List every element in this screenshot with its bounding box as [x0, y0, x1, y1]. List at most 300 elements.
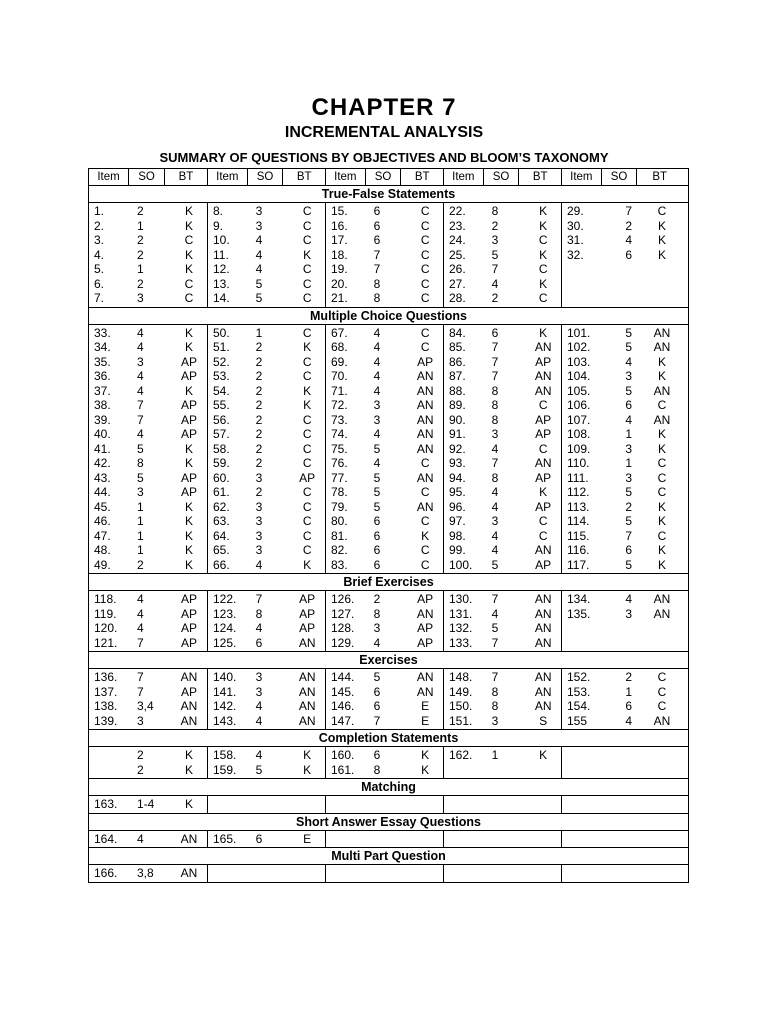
- table-row: [89, 832, 207, 847]
- study-objective: 7: [137, 412, 144, 427]
- table-row: [89, 204, 207, 219]
- blooms-level: C: [302, 485, 312, 499]
- blooms-level: AN: [180, 713, 198, 728]
- study-objective: 8: [491, 383, 499, 398]
- table-row: [89, 866, 207, 881]
- item-number: 36.: [94, 369, 111, 383]
- blooms-level: K: [184, 499, 193, 514]
- item-number: 77.: [331, 470, 348, 485]
- study-objective: 3,8: [137, 866, 154, 880]
- blooms-level: AN: [534, 383, 552, 398]
- study-objective: 6: [373, 684, 381, 699]
- study-objective: 3: [137, 354, 144, 369]
- blooms-level: K: [184, 456, 193, 470]
- blooms-level: C: [302, 369, 312, 383]
- item-number: 93.: [449, 456, 466, 470]
- item-number: 139.: [94, 713, 118, 728]
- blooms-level: K: [184, 528, 193, 543]
- study-objective: 2: [255, 340, 263, 354]
- study-objective: 7: [491, 456, 499, 470]
- table-row: [89, 233, 207, 248]
- study-objective: 4: [137, 383, 144, 398]
- table-row: [208, 607, 325, 622]
- table-row: [326, 340, 443, 355]
- study-objective: 6: [625, 699, 632, 713]
- study-objective: 7: [255, 592, 263, 606]
- study-objective: 5: [373, 485, 381, 499]
- table-heading: SUMMARY OF QUESTIONS BY OBJECTIVES AND BLOOM’S TAXONOMY: [159, 150, 609, 165]
- column-header-bt: BT: [178, 171, 194, 183]
- column-header-so: SO: [248, 169, 284, 185]
- table-row: [208, 204, 325, 219]
- item-number: 44.: [94, 485, 111, 499]
- study-objective: 7: [373, 247, 381, 262]
- study-objective: 4: [625, 592, 632, 606]
- item-number: 37.: [94, 383, 111, 398]
- blooms-level: C: [657, 456, 667, 470]
- item-number: 27.: [449, 276, 466, 291]
- table-row: [89, 763, 207, 778]
- blooms-level: K: [184, 797, 193, 811]
- study-objective: 1: [625, 684, 632, 699]
- table-row: [326, 442, 443, 457]
- item-number: 147.: [331, 713, 355, 728]
- table-row: [89, 558, 207, 573]
- column-header-so: SO: [129, 169, 165, 185]
- study-objective: 6: [373, 514, 381, 528]
- study-objective: 5: [255, 762, 263, 777]
- entry-column: [443, 796, 561, 813]
- blooms-level: C: [420, 276, 430, 291]
- table-row: [208, 413, 325, 428]
- blooms-level: K: [184, 340, 193, 354]
- study-objective: 8: [255, 606, 263, 621]
- entry-column: [561, 796, 682, 813]
- entry-column: [443, 831, 561, 848]
- table-row: [562, 485, 682, 500]
- study-objective: 4: [625, 233, 632, 247]
- table-row: [562, 514, 682, 529]
- table-row: [562, 607, 682, 622]
- item-number: 29.: [567, 204, 584, 218]
- header-group: [89, 169, 207, 185]
- blooms-level: AN: [534, 456, 552, 470]
- blooms-level: AP: [180, 684, 197, 699]
- study-objective: 6: [373, 528, 381, 543]
- blooms-level: K: [421, 748, 430, 762]
- item-number: 71.: [331, 383, 348, 398]
- study-objective: 7: [625, 528, 632, 543]
- entry-column: [207, 747, 325, 778]
- item-number: 142.: [213, 699, 237, 713]
- study-objective: 2: [491, 291, 499, 305]
- header-group: [207, 169, 325, 185]
- blooms-level: AP: [180, 369, 197, 383]
- column-header-so: SO: [366, 169, 402, 185]
- study-objective: 3: [625, 441, 632, 456]
- table-row: [208, 592, 325, 607]
- study-objective: 1: [137, 218, 144, 233]
- item-number: 96.: [449, 499, 466, 514]
- item-number: 149.: [449, 684, 473, 699]
- table-row: [562, 442, 682, 457]
- blooms-level: C: [302, 499, 312, 514]
- study-objective: 4: [137, 592, 144, 606]
- table-row: [326, 685, 443, 700]
- table-row: [444, 685, 561, 700]
- item-number: 30.: [567, 218, 584, 233]
- item-number: 128.: [331, 621, 355, 635]
- study-objective: 3,4: [137, 699, 154, 713]
- blooms-level: K: [539, 276, 548, 291]
- entry-column: [561, 747, 682, 778]
- item-number: [89, 748, 129, 763]
- blooms-level: AP: [299, 592, 316, 606]
- table-row: [89, 384, 207, 399]
- blooms-level: K: [303, 383, 312, 398]
- item-number: 24.: [449, 233, 466, 247]
- study-objective: 3: [137, 713, 144, 728]
- item-number: 76.: [331, 456, 348, 470]
- entry-column: [443, 865, 561, 882]
- item-number: 55.: [213, 398, 230, 412]
- blooms-level: AN: [534, 635, 552, 650]
- item-number: 94.: [449, 470, 466, 485]
- item-number: 118.: [94, 592, 117, 606]
- table-row: [444, 670, 561, 685]
- item-number: [89, 763, 129, 778]
- blooms-level: AP: [535, 412, 552, 427]
- entry-column: [561, 203, 682, 307]
- study-objective: 1: [255, 325, 263, 340]
- item-number: 159.: [213, 762, 237, 777]
- item-number: 165.: [213, 831, 237, 846]
- study-objective: 5: [491, 621, 499, 635]
- item-number: 116.: [567, 543, 590, 557]
- study-objective: 2: [625, 218, 632, 233]
- table-row: [208, 543, 325, 558]
- table-row: [208, 369, 325, 384]
- study-objective: 7: [625, 204, 632, 218]
- item-number: 160.: [331, 748, 355, 762]
- blooms-level: C: [302, 456, 312, 470]
- table-row: [444, 219, 561, 234]
- item-number: 136.: [94, 670, 118, 684]
- study-objective: 8: [373, 762, 381, 777]
- blooms-level: K: [657, 218, 666, 233]
- study-objective: 3: [255, 514, 263, 528]
- item-number: 158.: [213, 748, 237, 762]
- item-number: 32.: [567, 247, 584, 262]
- entry-column: [89, 203, 207, 307]
- table-row: [89, 413, 207, 428]
- table-row: [326, 427, 443, 442]
- item-number: 54.: [213, 383, 230, 398]
- study-objective: 5: [255, 276, 263, 291]
- entry-column: [89, 669, 207, 729]
- blooms-level: AN: [416, 470, 434, 485]
- blooms-level: C: [420, 557, 430, 572]
- study-objective: 8: [491, 684, 499, 699]
- item-number: 97.: [449, 514, 466, 528]
- table-row: [326, 592, 443, 607]
- study-objective: 4: [255, 699, 263, 713]
- table-row: [444, 248, 561, 263]
- column-header-item: Item: [208, 169, 248, 185]
- study-objective: 1: [137, 543, 144, 557]
- blooms-level: C: [420, 485, 430, 499]
- item-number: 84.: [449, 325, 466, 340]
- blooms-level: AP: [535, 354, 552, 369]
- study-objective: 3: [137, 291, 144, 305]
- item-number: 162.: [449, 748, 473, 762]
- item-number: 82.: [331, 543, 348, 557]
- study-objective: 3: [255, 218, 263, 233]
- table-row: [208, 714, 325, 729]
- blooms-level: K: [303, 557, 312, 572]
- blooms-level: AP: [299, 470, 316, 485]
- blooms-level: C: [538, 233, 548, 247]
- blooms-level: C: [302, 276, 312, 291]
- table-row: [562, 369, 682, 384]
- table-row: [208, 456, 325, 471]
- item-number: 151.: [449, 713, 473, 728]
- blooms-level: K: [657, 499, 666, 514]
- table-row: [326, 204, 443, 219]
- item-number: 141.: [213, 684, 237, 699]
- blooms-level: AN: [416, 684, 434, 699]
- item-number: 48.: [94, 543, 111, 557]
- item-number: 129.: [331, 635, 355, 650]
- table-row: [444, 413, 561, 428]
- entry-column: [89, 796, 207, 813]
- study-objective: 3: [255, 543, 263, 557]
- table-row: [208, 262, 325, 277]
- table-row: [89, 699, 207, 714]
- study-objective: 4: [373, 369, 381, 383]
- table-row: [208, 471, 325, 486]
- item-number: 115.: [567, 528, 590, 543]
- blooms-level: AP: [417, 635, 434, 650]
- section-title: Multiple Choice Questions: [89, 308, 688, 325]
- table-row: [326, 699, 443, 714]
- table-row: [89, 248, 207, 263]
- blooms-level: AP: [180, 427, 197, 441]
- blooms-level: AN: [416, 427, 434, 441]
- item-number: 38.: [94, 398, 111, 412]
- study-objective: 2: [255, 354, 263, 369]
- study-objective: 3: [625, 470, 632, 485]
- blooms-level: AN: [534, 606, 552, 621]
- item-number: 145.: [331, 684, 355, 699]
- study-objective: 2: [625, 499, 632, 514]
- study-objective: 5: [625, 340, 632, 354]
- blooms-level: K: [184, 262, 193, 276]
- study-objective: 7: [491, 670, 499, 684]
- item-number: 2.: [94, 218, 105, 233]
- blooms-level: C: [538, 398, 548, 412]
- summary-table: [88, 168, 689, 883]
- study-objective: 1: [625, 456, 632, 470]
- item-number: 130.: [449, 592, 473, 606]
- study-objective: 4: [137, 369, 144, 383]
- blooms-level: AN: [534, 340, 552, 354]
- blooms-level: AN: [534, 684, 552, 699]
- item-number: 91.: [449, 427, 466, 441]
- table-row: [89, 485, 207, 500]
- study-objective: 4: [491, 499, 499, 514]
- study-objective: 1: [137, 499, 144, 514]
- blooms-level: C: [538, 291, 548, 305]
- blooms-level: AP: [299, 606, 316, 621]
- blooms-level: C: [302, 233, 312, 247]
- item-number: 144.: [331, 670, 355, 684]
- section-block: [89, 325, 688, 575]
- column-header-item: Item: [444, 169, 484, 185]
- study-objective: 4: [625, 412, 632, 427]
- blooms-level: AN: [416, 670, 434, 684]
- item-number: 153.: [567, 684, 591, 699]
- entry-column: [443, 591, 561, 651]
- study-objective: 7: [137, 398, 144, 412]
- table-row: [562, 456, 682, 471]
- item-number: 72.: [331, 398, 348, 412]
- blooms-level: AP: [535, 427, 552, 441]
- blooms-level: AN: [180, 831, 198, 846]
- blooms-level: AN: [653, 592, 671, 606]
- study-objective: 1: [137, 514, 144, 528]
- blooms-level: AN: [416, 412, 434, 427]
- study-objective: 2: [255, 383, 263, 398]
- blooms-level: AN: [180, 670, 198, 684]
- blooms-level: AN: [534, 699, 552, 713]
- study-objective: 4: [373, 456, 381, 470]
- study-objective: 5: [625, 325, 632, 340]
- table-header-row: [89, 169, 688, 186]
- blooms-level: AP: [180, 485, 197, 499]
- table-row: [89, 670, 207, 685]
- item-number: 7.: [94, 291, 105, 305]
- item-number: 60.: [213, 470, 230, 485]
- study-objective: 7: [491, 262, 499, 276]
- blooms-level: AN: [298, 699, 316, 713]
- study-objective: 1: [137, 262, 144, 276]
- item-number: 19.: [331, 262, 348, 276]
- item-number: 23.: [449, 218, 466, 233]
- study-objective: 4: [137, 621, 144, 635]
- table-row: [326, 748, 443, 763]
- item-number: 123.: [213, 606, 237, 621]
- item-number: 124.: [213, 621, 237, 635]
- item-number: 40.: [94, 427, 111, 441]
- study-objective: 2: [491, 218, 499, 233]
- study-objective: 8: [373, 291, 381, 305]
- study-objective: 6: [373, 233, 381, 247]
- blooms-level: C: [302, 412, 312, 427]
- study-objective: 4: [255, 621, 263, 635]
- blooms-level: AP: [180, 606, 197, 621]
- table-row: [326, 456, 443, 471]
- item-number: 126.: [331, 592, 355, 606]
- blooms-level: K: [421, 528, 430, 543]
- study-objective: 2: [137, 247, 144, 262]
- item-number: 122.: [213, 592, 237, 606]
- section-title: Short Answer Essay Questions: [89, 814, 688, 831]
- table-row: [208, 500, 325, 515]
- table-row: [89, 607, 207, 622]
- item-number: 109.: [567, 441, 591, 456]
- blooms-level: AP: [417, 354, 434, 369]
- study-objective: 4: [137, 325, 144, 340]
- table-row: [208, 355, 325, 370]
- blooms-level: C: [184, 291, 194, 305]
- table-row: [562, 427, 682, 442]
- table-row: [444, 558, 561, 573]
- blooms-level: K: [657, 354, 666, 369]
- study-objective: 4: [137, 340, 144, 354]
- blooms-level: AN: [653, 713, 671, 728]
- study-objective: 3: [255, 684, 263, 699]
- section-title: Exercises: [89, 652, 688, 669]
- entry-column: [561, 591, 682, 651]
- blooms-level: AN: [653, 383, 671, 398]
- study-objective: 3: [255, 499, 263, 514]
- item-number: 98.: [449, 528, 466, 543]
- study-objective: 5: [373, 441, 381, 456]
- section-title: Completion Statements: [89, 730, 688, 747]
- study-objective: 4: [137, 427, 144, 441]
- blooms-level: C: [657, 684, 667, 699]
- blooms-level: C: [302, 354, 312, 369]
- study-objective: 2: [255, 427, 263, 441]
- section-block: [89, 669, 688, 730]
- entry-column: [325, 796, 443, 813]
- item-number: 33.: [94, 325, 111, 340]
- item-number: 26.: [449, 262, 466, 276]
- table-row: [562, 543, 682, 558]
- table-row: [208, 384, 325, 399]
- chapter-subtitle: INCREMENTAL ANALYSIS: [284, 124, 484, 141]
- blooms-level: AP: [180, 412, 197, 427]
- item-number: 85.: [449, 340, 466, 354]
- study-objective: 5: [137, 441, 144, 456]
- study-objective: 2: [137, 557, 144, 572]
- item-number: 56.: [213, 412, 230, 427]
- item-number: 163.: [94, 797, 118, 811]
- table-row: [89, 529, 207, 544]
- item-number: 150.: [449, 699, 473, 713]
- study-objective: 5: [625, 557, 632, 572]
- section-title: Brief Exercises: [89, 574, 688, 591]
- blooms-level: K: [184, 514, 193, 528]
- study-objective: 1: [491, 748, 499, 762]
- table-row: [444, 471, 561, 486]
- study-objective: 8: [137, 456, 144, 470]
- item-number: 135.: [567, 606, 591, 621]
- section-title: Multi Part Question: [89, 848, 688, 865]
- table-row: [208, 277, 325, 292]
- table-row: [326, 219, 443, 234]
- item-number: 5.: [94, 262, 105, 276]
- item-number: 12.: [213, 262, 230, 276]
- table-row: [562, 699, 682, 714]
- blooms-level: C: [184, 233, 194, 247]
- blooms-level: C: [302, 204, 312, 218]
- table-row: [444, 398, 561, 413]
- study-objective: 3: [625, 369, 632, 383]
- table-row: [208, 699, 325, 714]
- blooms-level: K: [184, 383, 193, 398]
